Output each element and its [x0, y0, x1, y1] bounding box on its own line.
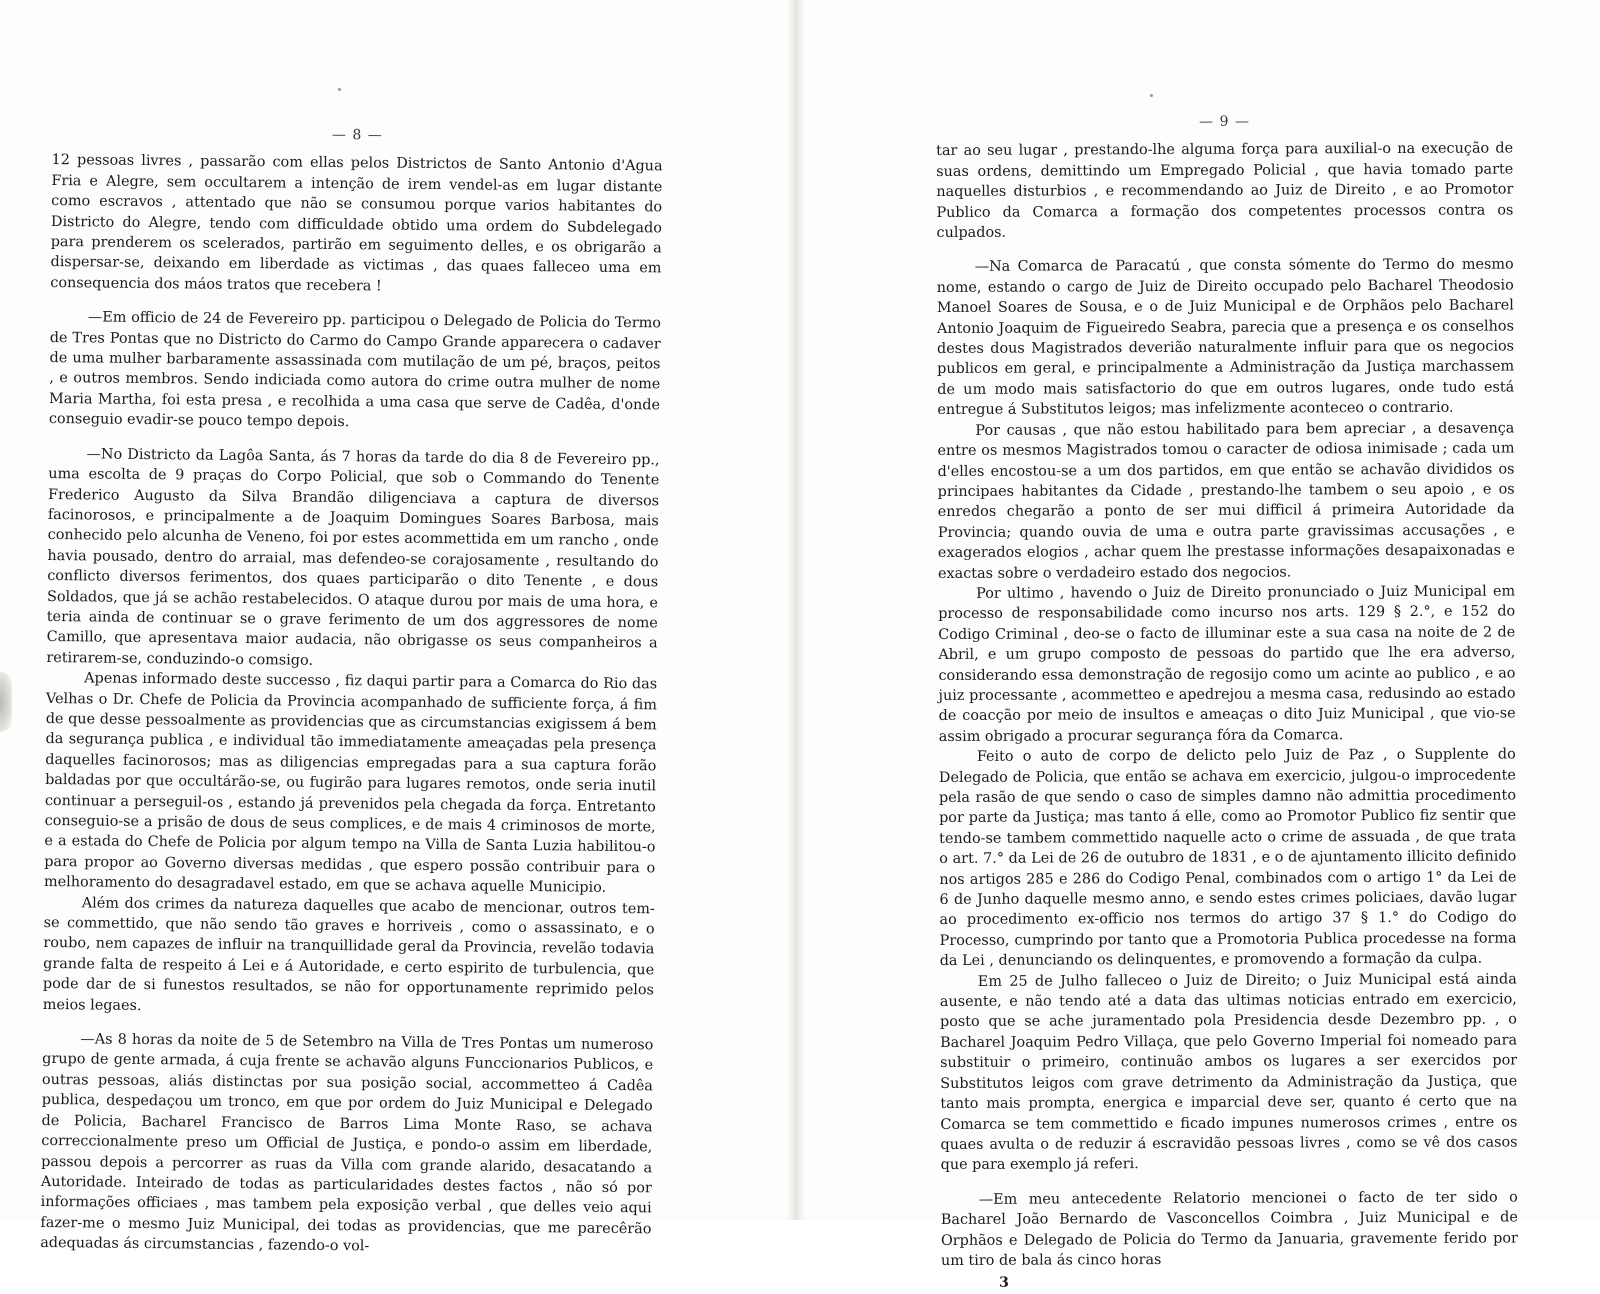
paragraph: Por ultimo , havendo o Juiz de Direito pronunciado o Juiz Municipal em processo de responsabilidade como incurso nos arts. 129 § 2.°, e 152 do Codigo Criminal , deo-se o facto de illuminar este a sua casa na noite de 2 de Abril, e um grupo composto de pessoas do partido que lhe era adverso, considerando essa demonstração de regosijo como um acinte ao publico , e ao juiz processante , acommetteo e apedrejou a mesma casa, redusindo ao estado de coacção por meio de insultos e ameaças o dito Juiz Municipal , que vio-se assim obrigado a procurar segurança fóra da Comarca. [938, 583, 1516, 745]
paragraph: —No Districto da Lagôa Santa, ás 7 horas da tarde do dia 8 de Fevereiro pp., uma escolta de 9 praças do Corpo Policial, que sob o Commando do Tenente Frederico Augusto da Silva Brandão diligenciava a captura de diversos facinorosos, e principalmente a de Joaquim Domingues Soares Barbosa, mais conhecido pelo alcunha de Veneno, foi por estes acommettida em um rancho , onde havia pousado, dentro do arraial, mas defendeo-se corajosamente , resultando do conflicto diversos ferimentos, dos quaes participarão o dito Tenente , e dous Soldados, que já se achão restabelecidos. O ataque durou por mais de uma hora, e teria ainda de continuar se o grave ferimento de um dos aggressores de nome Camillo, que apresentava maior audacia, não obrigasse os seus companheiros a retirarem-se, conduzindo-o comsigo. [46, 446, 660, 669]
paragraph: Feito o auto de corpo de delicto pelo Juiz de Paz , o Supplente do Delegado de Policia, que então se achava em exercicio, julgou-o improcedente pela rasão de que sendo o caso de simples damno não admittia procedimento por parte da Justiça; mas tanto á elle, como ao Promotor Publico fiz sentir que tendo-se tambem commettido naquelle acto o crime de assuada , de que trata o art. 7.° da Lei de 26 de outubro de 1831 , e o de ajuntamento illicito definido nos artigos 285 e 286 do Codigo Penal, combinados com o artigo 1° da Lei de 6 de Junho daquelle mesmo anno, e sendo estes crimes policiaes, davão lugar ao procedimento ex-officio nos termos do artigo 37 § 1.° do Codigo do Processo, cumprindo por tanto que a Promotoria Publica procedesse na forma da Lei , denunciando os delinquentes, e promovendo a formação da culpa. [938, 746, 1517, 970]
left-page [40, 122, 663, 1260]
paragraph: —As 8 horas da noite de 5 de Setembro na Villa de Tres Pontas um numeroso grupo de gente armada, á cuja frente se achavão alguns Funccionarios Publicos, e outras pessoas, aliás distinctas por sua posição social, accommetteo á Cadêa publica, despedaçou um tronco, em que por ordem do Juiz Municipal e Delegado de Policia, Bacharel Francisco de Barros Lima Monte Raso, se achava correccionalmente preso um Official de Justiça, e pondo-o assim em liberdade, passou depois a percorrer as ruas da Villa com grande alarido, desacatando a Autoridade. Inteirado de todas as particularidades destes factos , não só por informações officiaes , mas tambem pela exposição verbal , que delles veio aqui fazer-me o mesmo Juiz Municipal, dei todas as providencias, que me parecêrão adequadas ás circumstancias , fazendo-o vol- [40, 1031, 654, 1255]
paragraph: Apenas informado deste successo , fiz daqui partir para a Comarca do Rio das Velhas o Dr. Chefe de Policia da Provincia acompanhado de sufficiente força, á fim de que desse pessoalmente as providencias que as circumstancias exigissem á bem da segurança publica , e individual tão immediatamente ameaçadas pela presença daquelles facinorosos; mas as diligencias empregadas para a sua captura forão baldadas por que occultárão-se, ou fugirão para lugares remotos, onde seria inutil continuar a perseguil-os , estando já prevenidos pela chegada da força. Entretanto conseguio-se a prisão de dous de seus complices, e de mais 4 criminosos de morte, e a estada do Chefe de Policia por algum tempo na Villa de Santa Luzia habilitou-o para propor ao Governo diversas medidas , que espero possão contribuir para o melhoramento do desagradavel estado, em que se achava aquelle Municipio. [43, 670, 658, 897]
paragraph: Além dos crimes da natureza daquelles que acabo de mencionar, outros tem-se commettido, que não sendo tão graves e horriveis , como o assassinato, e o roubo, nem capazes de influir na tranquillidade geral da Provincia, revelão todavia grande falta de respeito á Lei e á Autoridade, e certo espirito de turbulencia, que pode dar de si funestos resultados, se não for opportunamente reprimido pelos meios legaes. [42, 894, 655, 1014]
page-gutter [786, 0, 806, 1220]
binding-hole-mark [0, 672, 12, 732]
paragraph: —Na Comarca de Paracatú , que consta sómente do Termo do mesmo nome, estando o cargo de Juiz de Direito occupado pelo Bacharel Theodosio Manoel Soares de Sousa, e o de Juiz Municipal e de Orphãos pelo Bacharel Antonio Joaquim de Figueiredo Seabra, parecia que a presença e os conselhos destes dous Magistrados deverião naturalmente influir para que os negocios publicos em geral, e principalmente a Administração da Justiça marchassem de um modo mais satisfactorio do que em outros lugares, onde tudo está entregue á Substitutos leigos; mas infelizmente aconteceo o contrario. [936, 256, 1515, 419]
paper-speck [338, 88, 341, 91]
paragraph: 12 pessoas livres , passarão com ellas pelos Districtos de Santo Antonio d'Agua Fria e Alegre, sem occultarem a intenção de irem vendel-as em lugar distante como escravos , attentado que não se consumou porque varios habitantes do Districto do Alegre, tendo com difficuldade obtido uma ordem do Subdelegado para prenderem os scelerados, partirão em seguimento delles, e os obrigarão a dispersar-se, deixando em liberdade as victimas , das quaes falleceo uma em consequencia dos máos tratos que recebera ! [50, 152, 663, 295]
paragraph: —Em officio de 24 de Fevereiro pp. participou o Delegado de Policia do Termo de Tres Pontas que no Districto do Carmo do Campo Grande apparecera o cadaver de uma mulher barbaramente assassinada com mutilação de um pé, braços, peitos , e outros membros. Sendo indiciada como autora do crime outra mulher de nome Maria Martha, foi esta presa , e recolhida a uma casa que serve de Cadêa, d'onde conseguio evadir-se pouco tempo depois. [48, 309, 662, 431]
paragraph: Em 25 de Julho falleceo o Juiz de Direito; o Juiz Municipal está ainda ausente, e não tendo até a data das ultimas noticias entrado em exercicio, posto que se ache juramentado pola Presidencia desde Dezembro pp. , o Bacharel Joaquim Pedro Villaça, que pelo Governo Imperial foi nomeado para substituir o primeiro, continuão ambos os lugares a ser exercidos por Substitutos leigos com grave detrimento da Administração da Justiça, que tanto mais prompta, energica e imparcial deve ser, quanto é certo que na Comarca se tem commettido e ficado impunes numerosos crimes , entre os quaes avulta o de reduzir á escravidão pessoas livres , como se vê dos casos que para exemplo já referi. [939, 971, 1518, 1174]
page-number: — 8 — [331, 126, 383, 144]
paragraph: —Em meu antecedente Relatorio mencionei o facto de ter sido o Bacharel João Bernardo de Vasconcellos Coimbra , Juiz Municipal e de Orphãos e Delegado de Policia do Termo da Januaria, gravemente ferido por um tiro de bala ás cinco horas [940, 1189, 1518, 1269]
signature-mark: 3 [999, 1275, 1009, 1292]
paragraph: Por causas , que não estou habilitado para bem apreciar , a desavença entre os mesmos Magistrados tomou o caracter de odiosa inimisade ; cada um d'elles encostou-se a um dos partidos, em que então se achavão divididos os principaes habitantes da Cidade , prestando-lhe tambem o seu apoio , e os enredos chegarão a ponto de ser mui difficil á primeira Autoridade da Provincia; quando ouvia de uma e outra parte gravissimas accusações , e exagerados elogios , achar quem lhe prestasse informações desapaixonadas e exactas sobre o verdadeiro estado dos negocios. [937, 420, 1515, 582]
paragraph: tar ao seu lugar , prestando-lhe alguma força para auxilial-o na execução de suas ordens, demittindo um Empregado Policial , que havia tomado parte naquelles disturbios , e recommendando ao Juiz de Direito , e ao Promotor Publico da Comarca a formação dos competentes processos contra os culpados. [936, 140, 1514, 242]
page-number: — 9 — [1199, 113, 1250, 130]
paper-speck [1150, 94, 1153, 97]
right-page [936, 110, 1518, 1293]
